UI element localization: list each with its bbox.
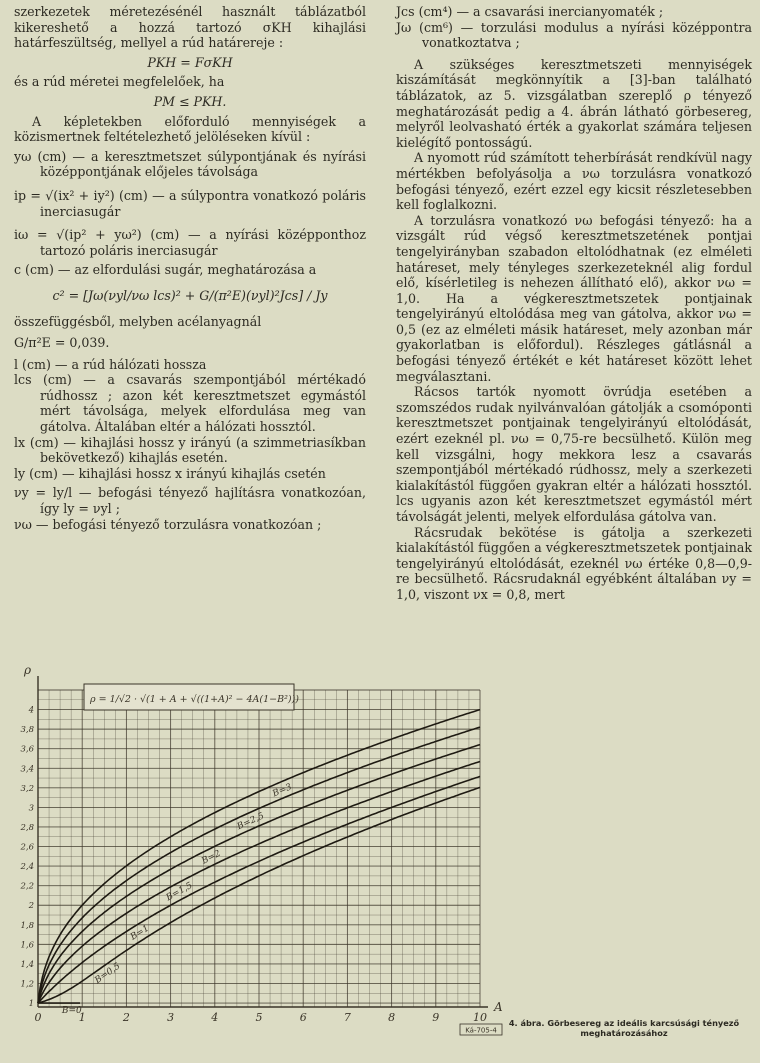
definition-j-omega: Jω (cm⁶) — torzulási modulus a nyírási középpontra vonatkoztatva ; <box>396 19 752 51</box>
paragraph: A torzulásra vonatkozó νω befogási tényező: ha a vizsgált rúd végső keresztmetszetének pontjai tengelyirányban szabadon eltolódhatnak (ez elméleti határeset, mely tényleges szerkezeteknél alig fordul elő, kísérletileg is nehezen állítható elő), akkor νω = 1,0. Ha a végkeresztmetszetek pontjainak tengelyirányú eltolódása meg van gátolva, akkor νω = 0,5 (ez az elméleti másik határeset, mely azonban már gyakorlatban is előfordul). Részleges gátlásnál a befogási tényező értékét e két határeset között lehet megválasztani. <box>396 212 752 384</box>
curve-label: B=0 <box>61 1006 82 1017</box>
paragraph: szerkezetek méretezésénél használt táblázatból kikereshető a hozzá tartozó σKH kihajlási határfeszültség, mellyel a rúd határereje : <box>14 4 366 51</box>
x-tick-label: 4 <box>211 1011 219 1024</box>
paragraph: A képletekben előforduló mennyiségek a közismertnek feltételezhető jelöléseken kívül : <box>14 113 366 145</box>
y-tick-label: 3,8 <box>20 725 34 736</box>
y-tick-label: 1,6 <box>20 940 34 951</box>
y-tick-label: 2,8 <box>20 822 34 833</box>
curve-label: B=2 <box>200 848 223 867</box>
y-axis-label: ρ <box>24 663 32 677</box>
definition-i-p: ip = √(ix² + iy²) (cm) — a súlypontra vonatkozó poláris inerciasugár <box>14 187 366 219</box>
y-tick-label: 3,4 <box>20 764 34 775</box>
equation: PKH = FσKH <box>147 54 233 70</box>
equation-g: G/π²E = 0,039. <box>14 335 110 351</box>
x-tick-label: 8 <box>388 1011 396 1024</box>
y-tick-label: 2,4 <box>20 862 34 873</box>
y-tick-label: 3,2 <box>20 783 34 794</box>
x-tick-label: 10 <box>473 1011 487 1024</box>
equation-c: c² = [Jω(νyl/νω lcs)² + G/(π²E)(νyl)²Jcs] / Jy <box>52 287 328 303</box>
x-tick-label: 5 <box>255 1011 263 1024</box>
definition-l: l (cm) — a rúd hálózati hossza <box>14 356 207 372</box>
definition-nu-y: νy = ly/l — befogási tényező hajlításra vonatkozóan, így ly = νyl ; <box>14 485 366 517</box>
y-tick-label: 3,6 <box>20 744 34 755</box>
y-tick-label: 4 <box>28 705 34 716</box>
x-axis-label: A <box>494 1000 503 1014</box>
equation: PM ≤ PKH. <box>153 93 227 109</box>
x-tick-label: 2 <box>122 1011 130 1024</box>
definition-c: c (cm) — az elfordulási sugár, meghatározása a <box>14 262 317 278</box>
x-tick-label: 3 <box>167 1011 175 1024</box>
x-tick-label: 0 <box>34 1011 42 1024</box>
x-tick-label: 6 <box>299 1011 307 1024</box>
paragraph: összefüggésből, melyben acélanyagnál <box>14 313 262 329</box>
definition-i-omega: iω = √(ip² + yω²) (cm) — a nyírási középponthoz tartozó poláris inerciasugár <box>14 227 366 258</box>
definition-lcs: lcs (cm) — a csavarás szempontjából mértékadó rúdhossz ; azon két keresztmetszet egymástól mért távolsága, melyek elfordulása meg van gátolva. Általában eltér a hálózati hossztól. <box>14 372 366 435</box>
figure-caption: 4. ábra. Görbesereg az ideális karcsúsági tényező meghatározásához <box>508 1018 740 1038</box>
y-tick-label: 2,2 <box>20 881 34 892</box>
curve-label: B=0,5 <box>93 961 123 986</box>
right-column <box>396 4 752 603</box>
paragraph: Rácsrudak bekötése is gátolja a szerkezeti kialakítástól függően a végkeresztmetszetek pontjainak tengelyirányú eltolódását, ezeknél νω értéke 0,8—0,9-re becsülhető. Rácsrudaknál egyébként általában νy = 1,0, viszont νx = 0,8, mert <box>396 524 752 602</box>
definition-nu-omega: νω — befogási tényező torzulásra vonatkozóan ; <box>14 516 322 532</box>
y-tick-label: 1,8 <box>20 920 34 931</box>
curve-label: B=1,5 <box>164 880 195 904</box>
y-tick-label: 2 <box>28 901 34 912</box>
left-column <box>14 4 366 532</box>
x-tick-label: 1 <box>78 1011 86 1024</box>
paragraph: A szükséges keresztmetszeti mennyiségek kiszámítását megkönnyítik a [3]-ban található táblázatok, az 5. vizsgálatban szereplő ρ tényező meghatározását pedig a 4. ábrán látható görbesereg, melyről leolvasható érték a gyakorlat számára teljesen kielégítő pontosságú. <box>396 56 752 150</box>
definition-ly: ly (cm) — kihajlási hossz x irányú kihajlás csetén <box>14 465 326 481</box>
y-tick-label: 3 <box>28 803 34 814</box>
definition-jcs: Jcs (cm⁴) — a csavarási inercianyomaték ; <box>396 4 664 19</box>
formula-text: ρ = 1/√2 · √(1 + A + √((1+A)² − 4A(1−B²))) <box>90 694 300 705</box>
curve-label: B=3 <box>271 782 294 800</box>
curve-family-chart <box>12 658 512 1058</box>
y-tick-label: 1,4 <box>20 959 34 970</box>
y-tick-label: 2,6 <box>20 842 34 853</box>
definition-y-omega: yω (cm) — a keresztmetszet súlypontjának és nyírási középpontjának előjeles távolsága <box>14 148 366 180</box>
paragraph: és a rúd méretei megfelelőek, ha <box>14 74 225 90</box>
y-tick-label: 1,2 <box>20 979 34 990</box>
y-tick-label: 1 <box>28 999 34 1010</box>
x-tick-label: 7 <box>343 1011 351 1024</box>
paragraph: Rácsos tartók nyomott övrúdja esetében a szomszédos rudak nyilvánvalóan gátolják a csomóponti keresztmetszet pontjainak tengelyirányú eltolódását, ezért ezeknél pl. νω = 0,75-re becsülhető. Külön meg kell vizsgálni, hogy mekkora lesz a csavarás szempontjából mértékadó rúdhossz, mely a szerkezeti kialakítástól függően gyakran eltér a hálózati hossztól. lcs ugyanis azon két keresztmetszet egymástól mért távolságát jelenti, melyek elfordulása gátolva van. <box>396 384 752 524</box>
paragraph: A nyomott rúd számított teherbírását rendkívül nagy mértékben befolyásolja a νω torzulásra vonatkozó befogási tényező, ezért ezzel egy kicsit részletesebben kell foglalkozni. <box>396 150 752 213</box>
x-tick-label: 9 <box>432 1011 440 1024</box>
definition-lx: lx (cm) — kihajlási hossz y irányú (a szimmetriasíkban bekövetkező) kihajlás esetén. <box>14 434 366 466</box>
curve-label: B=1 <box>128 923 152 943</box>
curve-label: B=2,5 <box>235 811 266 833</box>
stamp-label: Ká-705-4 <box>465 1026 497 1035</box>
